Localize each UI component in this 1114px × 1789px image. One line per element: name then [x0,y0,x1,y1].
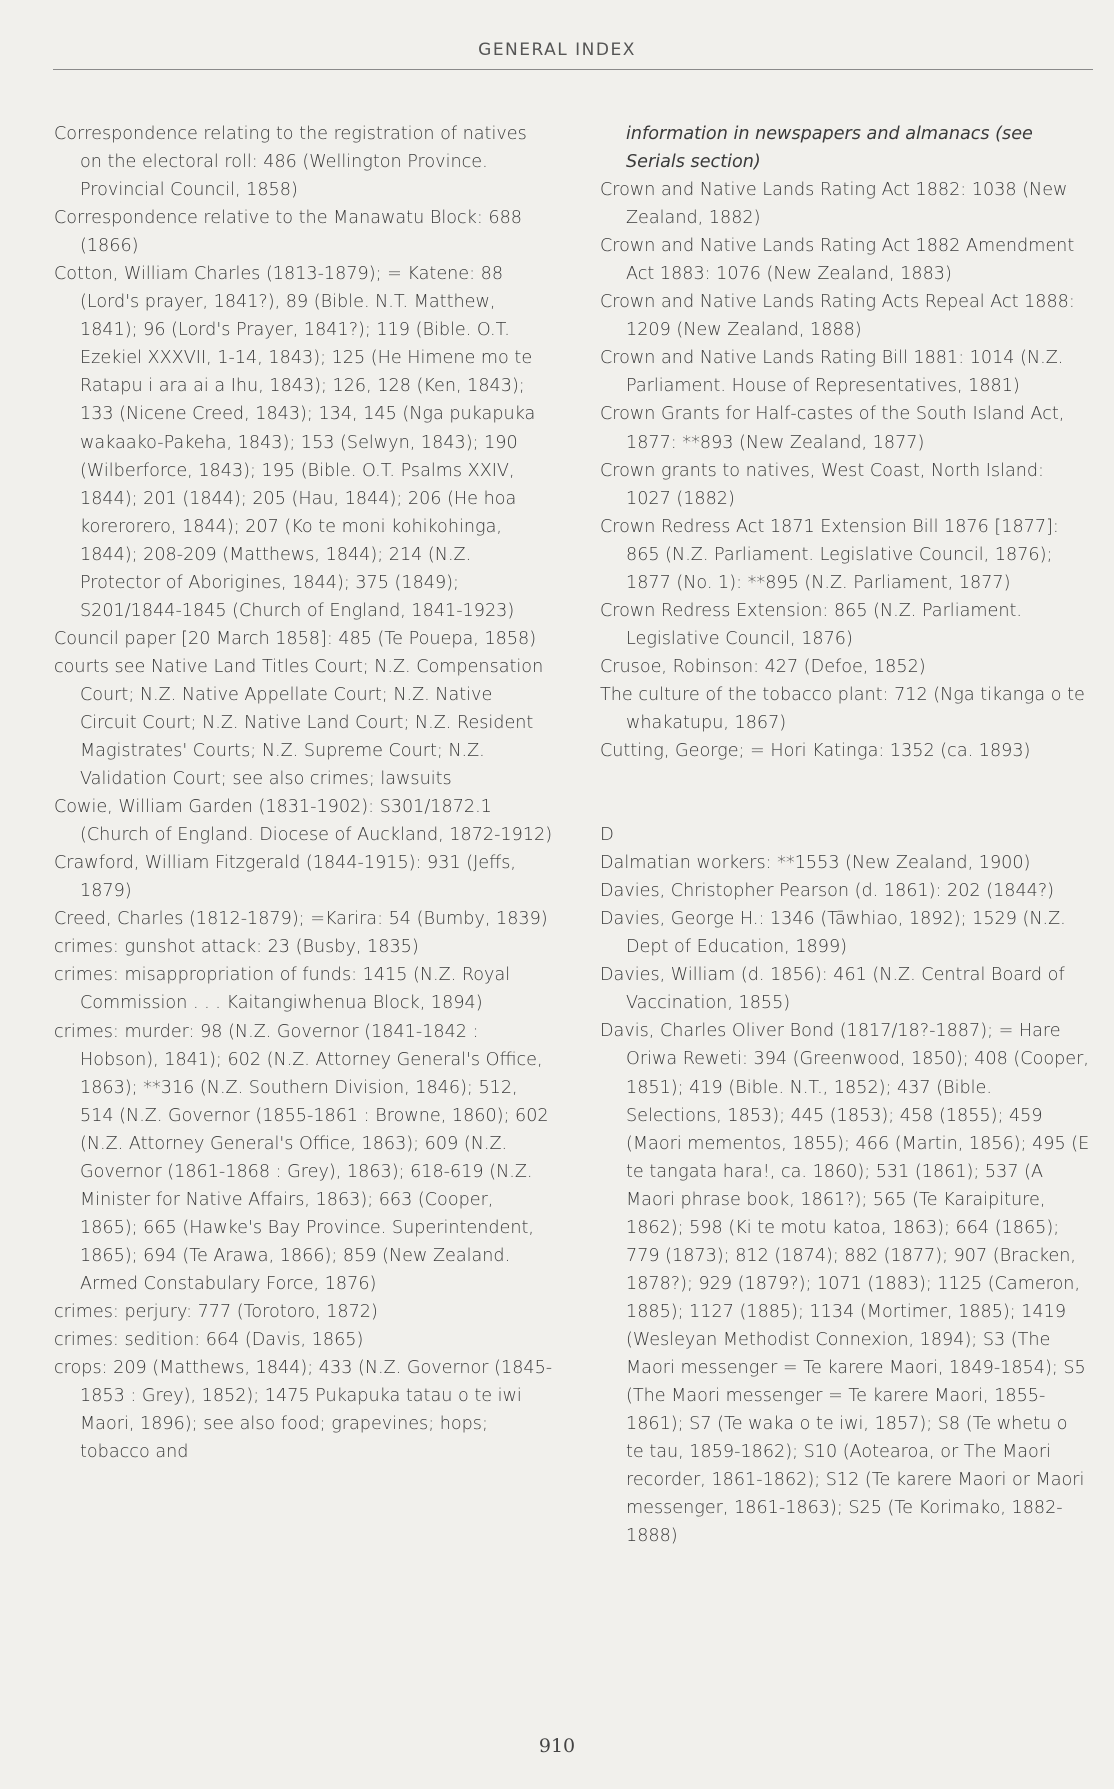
index-entry: crimes: sedition: 664 (Davis, 1865) [54,1330,364,1351]
index-entry: Creed, Charles (1812-1879); =Karira: 54 (Bumby, 1839) [54,909,548,930]
index-entry: Davies, George H.: 1346 (Tāwhiao, 1892); 1529 (N.Z. Dept of Education, 1899) [600,909,1066,958]
index-entry: Crown and Native Lands Rating Bill 1881: 1014 (N.Z. Parliament. House of Representatives, 1881) [600,348,1064,397]
index-entry: crimes: murder: 98 (N.Z. Governor (1841-1842 : Hobson), 1841); 602 (N.Z. Attorney General's Office, 1863); **316 (N.Z. Southern Division, 1846); 512, 514 (N.Z. Governor (1855-1861 : Browne, 1860); 602 (N.Z. Attorney General's Office, 1863); 609 (N.Z. Governor (1861-1868 : Grey), 1863); 618-619 (N.Z. Minister for Native Affairs, 1863); 663 (Cooper, 1865); 665 (Hawke's Bay Province. Superintendent, 1865); 694 (Te Arawa, 1866); 859 (New Zealand. Armed Constabulary Force, 1876) [54,1021,549,1294]
index-entry: Crown and Native Lands Rating Act 1882 Amendment Act 1883: 1076 (New Zealand, 1883) [600,236,1075,285]
page-number: 910 [538,1735,576,1757]
index-entry: crops: 209 (Matthews, 1844); 433 (N.Z. Governor (1845-1853 : Grey), 1852); 1475 Pukapuka tatau o te iwi Maori, 1896); see also food; grapevines; hops; tobacco and [54,1358,553,1463]
index-entry-continuation: information in newspapers and almanacs (see Serials section) [626,124,1033,173]
index-entry: crimes: gunshot attack: 23 (Busby, 1835) [54,937,419,958]
index-entry: Dalmatian workers: **1553 (New Zealand, 1900) [600,853,1031,874]
left-column [54,120,554,1466]
section-spacer [600,765,1090,821]
index-entry: Crown Redress Extension: 865 (N.Z. Parliament. Legislative Council, 1876) [600,600,1022,649]
index-entry: Davies, Christopher Pearson (d. 1861): 202 (1844?) [600,881,1055,902]
index-entry: Crown grants to natives, West Coast, North Island: 1027 (1882) [600,460,1044,509]
index-entry: Crown Grants for Half-castes of the South Island Act, 1877: **893 (New Zealand, 1877) [600,404,1065,453]
index-entry: Crown and Native Lands Rating Acts Repeal Act 1888: 1209 (New Zealand, 1888) [600,292,1075,341]
index-entry: The culture of the tobacco plant: 712 (Nga tikanga o te whakatupu, 1867) [600,684,1085,733]
index-entry: Council paper [20 March 1858]: 485 (Te Pouepa, 1858) [54,628,537,649]
index-entry: Crown and Native Lands Rating Act 1882: 1038 (New Zealand, 1882) [600,180,1068,229]
index-entry: Cotton, William Charles (1813-1879); = Katene: 88 (Lord's prayer, 1841?), 89 (Bible. N.T. Matthew, 1841); 96 (Lord's Prayer, 1841?); 119 (Bible. O.T. Ezekiel XXXVII, 1-14, 1843); 125 (He Himene mo te Ratapu i ara ai a Ihu, 1843); 126, 128 (Ken, 1843); 133 (Nicene Creed, 1843); 134, 145 (Nga pukapuka wakaako-Pakeha, 1843); 153 (Selwyn, 1843); 190 (Wilberforce, 1843); 195 (Bible. O.T. Psalms XXIV, 1844); 201 (1844); 205 (Hau, 1844); 206 (He hoa korerorero, 1844); 207 (Ko te moni kohikohinga, 1844); 208-209 (Matthews, 1844); 214 (N.Z. Protector of Aborigines, 1844); 375 (1849); S201/1844-1845 (Church of England, 1841-1923) [54,264,536,621]
right-column [600,120,1090,1550]
page-header: GENERAL INDEX [478,40,636,60]
index-entry: Cutting, George; = Hori Katinga: 1352 (ca. 1893) [600,741,1031,762]
index-entry: Crawford, William Fitzgerald (1844-1915): 931 (Jeffs, 1879) [54,853,516,902]
index-entry: Davies, William (d. 1856): 461 (N.Z. Central Board of Vaccination, 1855) [600,965,1065,1014]
index-entry: Correspondence relating to the registration of natives on the electoral roll: 486 (Wellington Province. Provincial Council, 1858) [54,124,527,201]
header-rule [53,69,1093,70]
index-entry: Davis, Charles Oliver Bond (1817/18?-1887); = Hare Oriwa Reweti: 394 (Greenwood, 1850); 408 (Cooper, 1851); 419 (Bible. N.T., 1852); 437 (Bible. Selections, 1853); 445 (1853); 458 (1855); 459 (Maori mementos, 1855); 466 (Martin, 1856); 495 (E te tangata hara!, ca. 1860); 531 (1861); 537 (A Maori phrase book, 1861?); 565 (Te Karaipiture, 1862); 598 (Ki te motu katoa, 1863); 664 (1865); 779 (1873); 812 (1874); 882 (1877); 907 (Bracken, 1878?); 929 (1879?); 1071 (1883); 1125 (Cameron, 1885); 1127 (1885); 1134 (Mortimer, 1885); 1419 (Wesleyan Methodist Connexion, 1894); S3 (The Maori messenger = Te karere Maori, 1849-1854); S5 (The Maori messenger = Te karere Maori, 1855-1861); S7 (Te waka o te iwi, 1857); S8 (Te whetu o te tau, 1859-1862); S10 (Aotearoa, or The Maori recorder, 1861-1862); S12 (Te karere Maori or Maori messenger, 1861-1863); S25 (Te Korimako, 1882-1888) [600,1021,1090,1547]
section-letter: D [600,824,614,846]
index-entry: Cowie, William Garden (1831-1902): S301/1872.1 (Church of England. Diocese of Auckland, 1872-1912) [54,797,553,846]
index-entry: Crusoe, Robinson: 427 (Defoe, 1852) [600,656,926,677]
index-entry: Correspondence relative to the Manawatu Block: 688 (1866) [54,208,522,257]
index-entry: crimes: perjury: 777 (Torotoro, 1872) [54,1301,378,1322]
index-entry: crimes: misappropriation of funds: 1415 (N.Z. Royal Commission . . . Kaitangiwhenua Block, 1894) [54,965,511,1014]
index-entry: Crown Redress Act 1871 Extension Bill 1876 [1877]: 865 (N.Z. Parliament. Legislative Council, 1876); 1877 (No. 1): **895 (N.Z. Parliament, 1877) [600,516,1059,593]
index-entry: courts see Native Land Titles Court; N.Z. Compensation Court; N.Z. Native Appellate Court; N.Z. Native Circuit Court; N.Z. Native Land Court; N.Z. Resident Magistrates' Courts; N.Z. Supreme Court; N.Z. Validation Court; see also crimes; lawsuits [54,656,544,790]
